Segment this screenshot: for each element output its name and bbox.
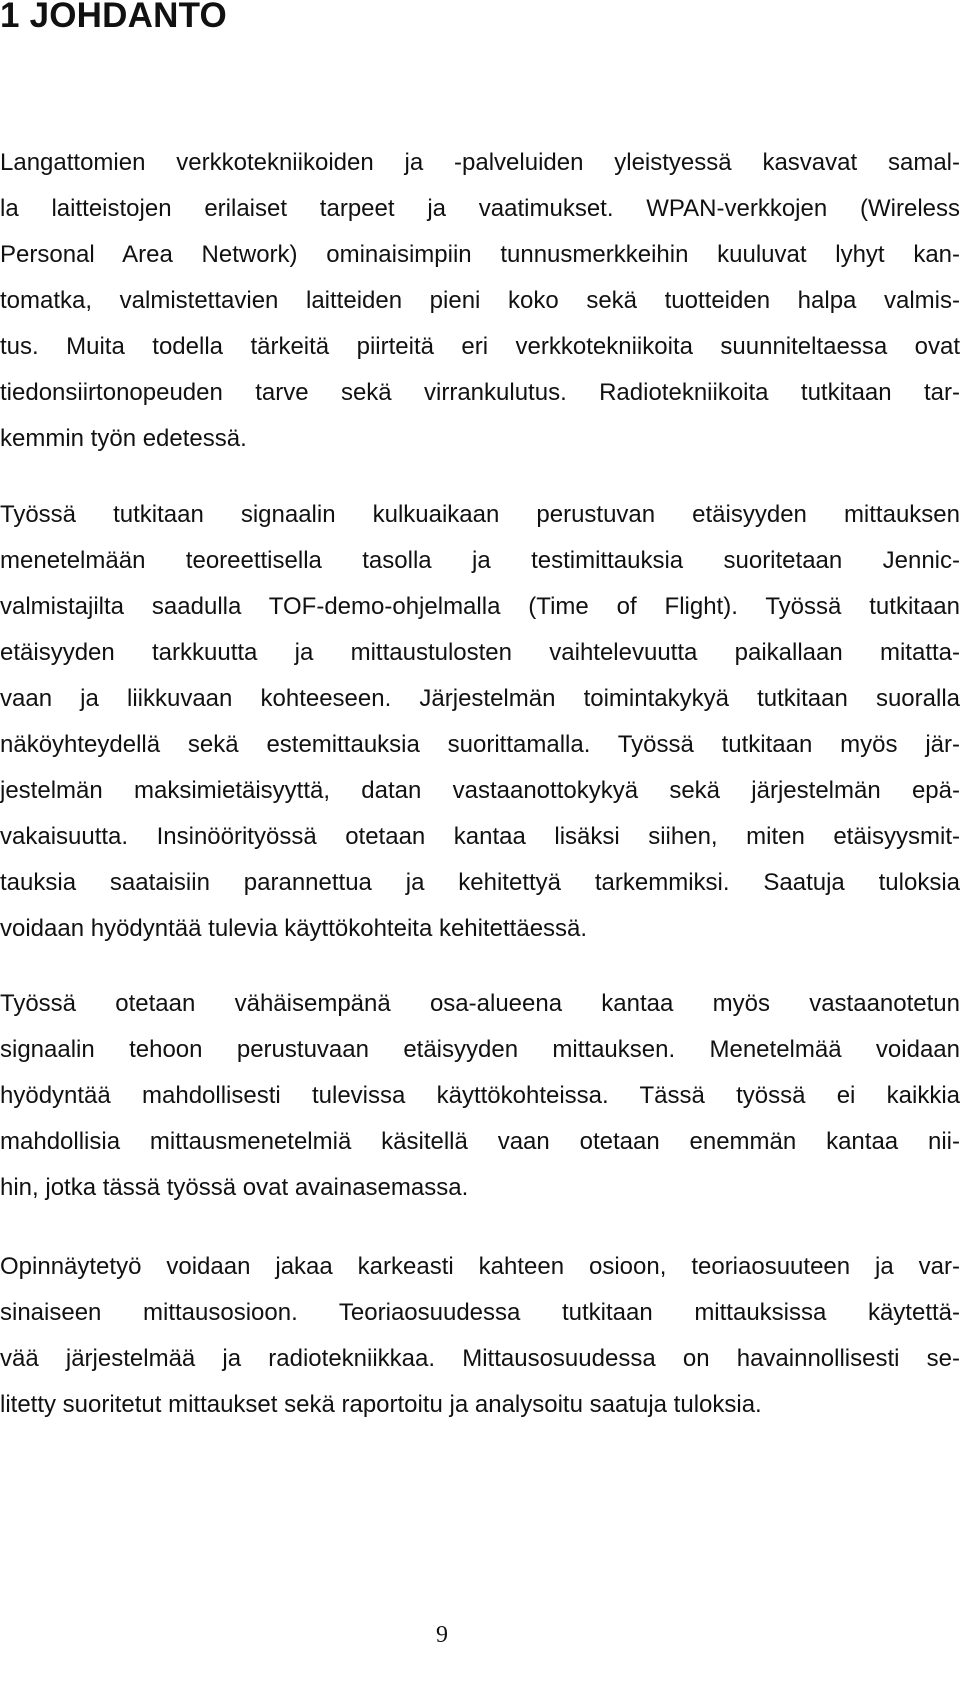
paragraph-line: hyödyntää mahdollisesti tulevissa käyttökohteissa. Tässä työssä ei kaikkia <box>0 1082 960 1109</box>
paragraph-line: vakaisuutta. Insinöörityössä otetaan kantaa lisäksi siihen, miten etäisyysmit- <box>0 823 960 850</box>
paragraph-line: etäisyyden tarkkuutta ja mittaustulosten vaihtelevuutta paikallaan mitatta- <box>0 639 960 666</box>
paragraph-line: Työssä tutkitaan signaalin kulkuaikaan perustuvan etäisyyden mittauksen <box>0 501 960 528</box>
paragraph-line: Langattomien verkkotekniikoiden ja -palveluiden yleistyessä kasvavat samal- <box>0 149 960 176</box>
paragraph-line: menetelmään teoreettisella tasolla ja testimittauksia suoritetaan Jennic- <box>0 547 960 574</box>
paragraph-line: litetty suoritetut mittaukset sekä raportoitu ja analysoitu saatuja tuloksia. <box>0 1391 762 1418</box>
paragraph-line: valmistajilta saadulla TOF-demo-ohjelmalla (Time of Flight). Työssä tutkitaan <box>0 593 960 620</box>
page-number: 9 <box>436 1622 448 1648</box>
paragraph-line: Opinnäytetyö voidaan jakaa karkeasti kahteen osioon, teoriaosuuteen ja var- <box>0 1253 960 1280</box>
paragraph-line: voidaan hyödyntää tulevia käyttökohteita kehitettäessä. <box>0 915 588 942</box>
paragraph-line: sinaiseen mittausosioon. Teoriaosuudessa tutkitaan mittauksissa käytettä- <box>0 1299 960 1326</box>
paragraph-line: signaalin tehoon perustuvaan etäisyyden mittauksen. Menetelmää voidaan <box>0 1036 960 1063</box>
paragraph-line: kemmin työn edetessä. <box>0 425 247 452</box>
paragraph-signal-power <box>0 981 960 1211</box>
paragraph-line: tauksia saataisiin parannettua ja kehitettyä tarkemmiksi. Saatuja tuloksia <box>0 869 960 896</box>
paragraph-line: hin, jotka tässä työssä ovat avainasemassa. <box>0 1174 469 1201</box>
paragraph-line: tiedonsiirtonopeuden tarve sekä virrankulutus. Radiotekniikoita tutkitaan tar- <box>0 379 960 406</box>
paragraph-line: Työssä otetaan vähäisempänä osa-alueena kantaa myös vastaanotetun <box>0 990 960 1017</box>
paragraph-line: Personal Area Network) ominaisimpiin tunnusmerkkeihin kuuluvat lyhyt kan- <box>0 241 960 268</box>
paragraph-intro <box>0 140 960 462</box>
paragraph-line: la laitteistojen erilaiset tarpeet ja vaatimukset. WPAN-verkkojen (Wireless <box>0 195 960 222</box>
paragraph-line: tus. Muita todella tärkeitä piirteitä eri verkkotekniikoita suunniteltaessa ovat <box>0 333 960 360</box>
paragraph-structure <box>0 1244 960 1428</box>
paragraph-line: mahdollisia mittausmenetelmiä käsitellä vaan otetaan enemmän kantaa nii- <box>0 1128 960 1155</box>
paragraph-line: jestelmän maksimietäisyyttä, datan vastaanottokykyä sekä järjestelmän epä- <box>0 777 960 804</box>
paragraph-line: vaan ja liikkuvaan kohteeseen. Järjestelmän toimintakykyä tutkitaan suoralla <box>0 685 960 712</box>
paragraph-line: näköyhteydellä sekä estemittauksia suorittamalla. Työssä tutkitaan myös jär- <box>0 731 960 758</box>
paragraph-methods <box>0 492 960 952</box>
paragraph-line: vää järjestelmää ja radiotekniikkaa. Mittausosuudessa on havainnollisesti se- <box>0 1345 960 1372</box>
paragraph-line: tomatka, valmistettavien laitteiden pieni koko sekä tuotteiden halpa valmis- <box>0 287 960 314</box>
chapter-heading: 1 JOHDANTO <box>0 0 227 35</box>
